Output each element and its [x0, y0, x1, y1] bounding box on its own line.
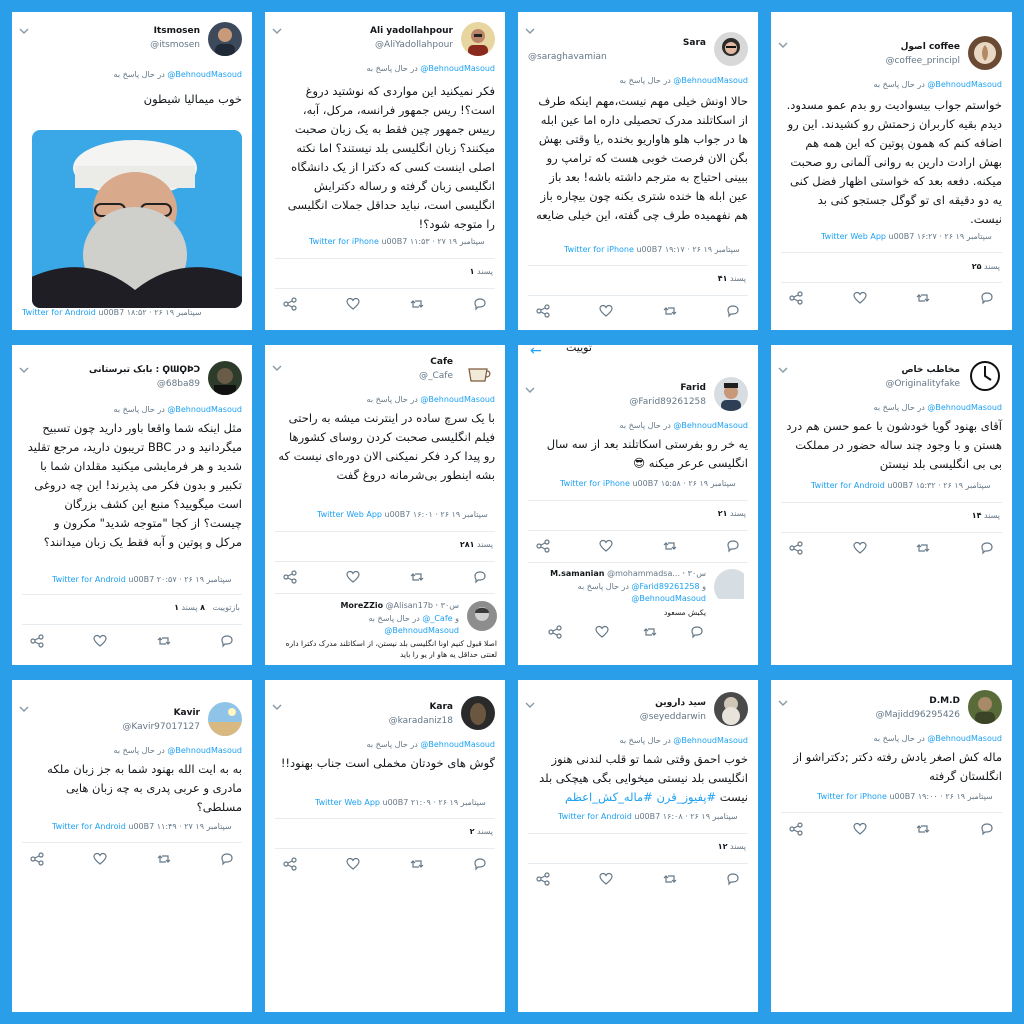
tweet-date: ۱۵:۵۸ · ۲۶ سپتامبر ۱۹: [660, 479, 736, 488]
avatar[interactable]: [461, 22, 495, 56]
tweet-date: ۱۶:۰۱ · ۲۶ سپتامبر ۱۹: [412, 510, 488, 519]
avatar[interactable]: [714, 377, 748, 411]
replying-to: در حال پاسخ به @BehnoudMasoud: [873, 734, 1002, 743]
topbar-title: توییت: [566, 345, 592, 354]
hashtag-link[interactable]: #پفیوز_قرن #ماله_کش_اعظم: [565, 790, 717, 804]
avatar[interactable]: [968, 690, 1002, 724]
tweet-date: ۲۰:۵۷ · ۲۶ سپتامبر ۱۹: [156, 575, 232, 584]
tweet-actions: [283, 857, 487, 871]
tweet-source[interactable]: Twitter for iPhone: [560, 479, 630, 488]
tweet-card-farid[interactable]: [518, 345, 758, 665]
retweet-icon[interactable]: [157, 852, 171, 866]
tweet-text: مثل اینکه شما واقعا باور دارید چون تسبیح میگردانید و در BBC تریبون دارید، مرجع تقلید شدید و هر فرمایشی میکنید مقلدان شما با تکبیر و بدون فکر می پذیرند! این چه دروغی است میگویید؟ منبع این کشف بزرگان چیست؟ از کجا "متوجه شدید" مکرون و مرکل و پوتین و آبه فقط یک زبان میدانند؟: [27, 421, 242, 549]
divider: [22, 624, 242, 625]
tweet-meta: Twitter for Android u00B7 ۱۶:۰۸ · ۲۶ سپتامبر ۱۹: [558, 812, 738, 821]
tweet-actions: [536, 872, 740, 886]
user-name[interactable]: D.M.D: [929, 696, 960, 706]
tweet-text: ماله کش اصغر یادش رفته دکتر ;دکتراشو از انگلستان گرفته: [793, 750, 1002, 783]
mention-link[interactable]: @BehnoudMasoud: [927, 403, 1002, 412]
nested-reply-actions: [548, 625, 704, 637]
avatar[interactable]: [714, 32, 748, 66]
chevron-down-icon[interactable]: [525, 700, 535, 710]
chevron-down-icon[interactable]: [525, 26, 535, 36]
user-name[interactable]: سید داروین: [655, 698, 706, 708]
tweet-card-itsmosen[interactable]: [12, 12, 252, 330]
tweet-date: ۱۱:۵۳ · ۲۷ سپتامبر ۱۹: [409, 237, 485, 246]
user-name[interactable]: Cafe: [430, 357, 453, 367]
tweet-card-kavir[interactable]: [12, 680, 252, 1012]
avatar[interactable]: [208, 361, 242, 395]
tweet-card-cafe[interactable]: [265, 345, 505, 665]
divider: [528, 863, 748, 864]
user-name[interactable]: Itsmosen: [153, 26, 200, 36]
back-arrow-icon[interactable]: ←: [530, 345, 542, 359]
tweet-source[interactable]: Twitter Web App: [317, 510, 382, 519]
tweet-source[interactable]: Twitter for Android: [811, 481, 885, 490]
divider: [275, 288, 495, 289]
retweet-icon[interactable]: [916, 541, 930, 555]
reply-icon[interactable]: [473, 297, 487, 311]
user-handle[interactable]: @AliYadollahpour: [375, 40, 453, 50]
replying-to: در حال پاسخ به @BehnoudMasoud: [619, 421, 748, 430]
user-handle[interactable]: @_Cafe: [418, 371, 453, 381]
tweet-source[interactable]: Twitter for Android: [558, 812, 632, 821]
likes-count[interactable]: ۱۲ پسند: [717, 842, 746, 851]
tweet-card-originalityfake[interactable]: [771, 345, 1012, 665]
divider: [275, 848, 495, 849]
replying-to: در حال پاسخ به @BehnoudMasoud: [619, 736, 748, 745]
mention-link[interactable]: @BehnoudMasoud: [420, 740, 495, 749]
like-icon[interactable]: [853, 541, 867, 555]
mention-link[interactable]: @BehnoudMasoud: [927, 734, 1002, 743]
replying-to: در حال پاسخ به @BehnoudMasoud: [366, 64, 495, 73]
divider: [275, 258, 495, 259]
tweet-date: ۲۱:۰۹ · ۲۶ سپتامبر ۱۹: [410, 798, 486, 807]
reply-icon[interactable]: [726, 539, 740, 553]
tweet-text: حالا اونش خیلی مهم نیست،مهم اینکه طرف از اسکاتلند مدرک تحصیلی داره اما عین ابله ها در جواب هلو هاواریو بخنده ,یا وقتی بهش بگن الان فرصت خوبی هست که ترامپ رو ببینی احتیاج به مترجم داشته باشه! بعد باز عین ابله ها خنده شتری بکنه چون بیچاره باز هم نفهمیده طرف چی گفته، این خیلی ضایعه: [536, 94, 748, 222]
retweet-icon[interactable]: [410, 570, 424, 584]
tweet-source[interactable]: Twitter for Android: [52, 575, 126, 584]
share-icon[interactable]: [536, 872, 550, 886]
replying-to: در حال پاسخ به @BehnoudMasoud: [366, 740, 495, 749]
avatar[interactable]: [968, 359, 1002, 393]
tweet-actions: [30, 634, 234, 648]
share-icon[interactable]: [789, 822, 803, 836]
tweet-date: ۱۹:۰۰ · ۲۶ سپتامبر ۱۹: [917, 792, 993, 801]
user-name[interactable]: اصول coffee: [900, 42, 960, 52]
like-icon[interactable]: [93, 852, 107, 866]
tweet-stats[interactable]: ۱ بازتوییت ۸ پسند: [174, 603, 240, 612]
tweet-text: با یک سرچ ساده در اینترنت میشه به راحتی فیلم انگلیسی صحبت کردن روسای کشورها رو پیدا کرد فکر نمیکنی الان دوره‌ای نیست که بشه اینطور بی‌شرمانه دروغ گفت: [278, 411, 495, 482]
reply-icon[interactable]: [220, 852, 234, 866]
tweet-text: خوب احمق وقتی شما تو قلب لندنی هنوز انگلیسی بلد نیستی میخوایی بگی هیچکی بلد نیست #پفیوز_قرن #ماله_کش_اعظم: [539, 752, 748, 804]
share-icon[interactable]: [30, 634, 44, 648]
tweet-meta: Twitter for Android u00B7 ۱۵:۳۲ · ۲۶ سپتامبر ۱۹: [811, 481, 991, 490]
tweet-source[interactable]: Twitter for iPhone: [564, 245, 634, 254]
divider: [781, 502, 1002, 503]
avatar[interactable]: [461, 355, 495, 389]
reply-text: اصلا قبول کنیم اونا انگلیسی بلد نیستن، از اسکاتلند مدرک دکترا داره لعنتی حداقل یه هاو ار یو را باید: [285, 639, 497, 659]
like-icon[interactable]: [346, 570, 360, 584]
tweet-date: ۱۶:۲۷ · ۲۶ سپتامبر ۱۹: [916, 232, 992, 241]
like-icon[interactable]: [599, 539, 613, 553]
divider: [528, 562, 748, 563]
tweet-meta: Twitter for iPhone u00B7 ۱۹:۱۷ · ۲۶ سپتامبر ۱۹: [564, 245, 740, 254]
replying-to: در حال پاسخ به @BehnoudMasoud: [873, 403, 1002, 412]
like-icon[interactable]: [346, 297, 360, 311]
avatar[interactable]: [714, 569, 750, 605]
replying-to: در حال پاسخ به @Farid89261258 و: [577, 582, 706, 591]
like-icon[interactable]: [599, 304, 613, 318]
mention-link[interactable]: @BehnoudMasoud: [673, 76, 748, 85]
user-handle[interactable]: @saraghavamian: [528, 52, 607, 62]
share-icon[interactable]: [30, 852, 44, 866]
divider: [528, 500, 748, 501]
mention-link[interactable]: @BehnoudMasoud: [384, 626, 459, 635]
divider: [22, 594, 242, 595]
retweet-icon[interactable]: [663, 872, 677, 886]
chevron-down-icon[interactable]: [19, 704, 29, 714]
tweet-date: ۱۹:۱۷ · ۲۶ سپتامبر ۱۹: [664, 245, 740, 254]
reply-author[interactable]: MoreZZio @Alisan17b · ۳۰س: [340, 601, 459, 610]
tweet-meta: Twitter for iPhone u00B7 ۱۱:۵۳ · ۲۷ سپتامبر ۱۹: [309, 237, 485, 246]
tweet-card-coffee[interactable]: [771, 12, 1012, 330]
retweet-icon[interactable]: [410, 857, 424, 871]
divider: [275, 593, 495, 594]
divider: [275, 818, 495, 819]
tweet-date: ۱۱:۴۹ · ۲۷ سپتامبر ۱۹: [156, 822, 232, 831]
retweet-icon[interactable]: [410, 297, 424, 311]
chevron-down-icon[interactable]: [778, 698, 788, 708]
user-handle[interactable]: @coffee_principl: [885, 56, 960, 66]
user-handle[interactable]: @Kavir97017127: [122, 722, 200, 732]
divider: [528, 295, 748, 296]
user-handle[interactable]: @itsmosen: [150, 40, 200, 50]
user-handle[interactable]: @seyeddarwin: [639, 712, 706, 722]
avatar[interactable]: [467, 601, 497, 631]
user-name[interactable]: Sara: [682, 38, 706, 48]
reply-icon[interactable]: [473, 857, 487, 871]
user-name[interactable]: مخاطب خاص: [901, 365, 960, 375]
tweet-text: خواستم جواب بیسوادیت رو بدم عمو مسدود. دیدم بقیه کاربران زحمتش رو کشیدند. این رو اضافه کنم که همون پوتین که این همه هم بهش ارادت دارین به روانی آلمانی رو صحبت میکنه. دفعه بعد که خواستی اظهار فضل کنی یه دو دقیقه ای تو گوگل جستجو کنی بد نیست.: [786, 98, 1002, 226]
user-handle[interactable]: @Majidd96295426: [875, 710, 960, 720]
tweet-card-dmd[interactable]: [771, 680, 1012, 1012]
replying-to: در حال پاسخ به @_Cafe و: [368, 614, 459, 623]
user-handle[interactable]: @Farid89261258: [629, 397, 706, 407]
replying-to: در حال پاسخ به @BehnoudMasoud: [113, 405, 242, 414]
tweet-source[interactable]: Twitter for Android: [22, 308, 96, 317]
divider: [275, 531, 495, 532]
tweet-meta: Twitter Web App u00B7 ۲۱:۰۹ · ۲۶ سپتامبر ۱۹: [315, 798, 486, 807]
mention-link[interactable]: @BehnoudMasoud: [167, 70, 242, 79]
tweet-actions: [283, 570, 487, 584]
tweet-meta: Twitter for Android u00B7 ۱۸:۵۲ · ۲۶ سپتامبر ۱۹: [22, 308, 202, 317]
reply-author[interactable]: M.samanian @mohammadsa... · ۳۰س: [550, 569, 706, 578]
tweet-card-seyeddarwin[interactable]: [518, 680, 758, 1012]
tweet-card-babak[interactable]: [12, 345, 252, 665]
tweet-meta: Twitter for Android u00B7 ۲۰:۵۷ · ۲۶ سپتامبر ۱۹: [52, 575, 232, 584]
chevron-down-icon[interactable]: [778, 365, 788, 375]
replying-to: در حال پاسخ به @BehnoudMasoud: [366, 395, 495, 404]
user-handle[interactable]: @68ba89: [156, 379, 200, 389]
share-icon[interactable]: [536, 539, 550, 553]
tweet-source[interactable]: Twitter Web App: [315, 798, 380, 807]
tweet-source[interactable]: Twitter for Android: [52, 822, 126, 831]
likes-count[interactable]: ۲۸۱ پسند: [459, 540, 493, 549]
share-icon[interactable]: [283, 857, 297, 871]
share-icon[interactable]: [283, 570, 297, 584]
tweet-meta: Twitter for iPhone u00B7 ۱۹:۰۰ · ۲۶ سپتامبر ۱۹: [817, 792, 993, 801]
chevron-down-icon[interactable]: [778, 40, 788, 50]
tweet-photo[interactable]: [32, 130, 242, 308]
emoji-sunglasses-icon: 😎: [633, 456, 646, 470]
mention-link[interactable]: @BehnoudMasoud: [673, 421, 748, 430]
tweet-text: فکر نمیکنید این مواردی که نوشتید دروغ است؟! ریس جمهور فرانسه، مرکل، آبه، رییس جمهور چین فقط به یک زبان صحبت میکنند؟ زبان انگلیسی بلد نیستند؟ اما نکته اصلی اینست کسی که دکترا از یک دانشگاه انگلیسی زبان گرفته و رساله دکترایش انگلیسی است، نباید حداقل جملات انگلیسی را متوجه شود؟!: [287, 84, 495, 231]
reply-icon[interactable]: [980, 822, 994, 836]
divider: [275, 561, 495, 562]
tweet-meta: Twitter Web App u00B7 ۱۶:۰۱ · ۲۶ سپتامبر ۱۹: [317, 510, 488, 519]
mention-link[interactable]: @BehnoudMasoud: [167, 405, 242, 414]
avatar[interactable]: [461, 696, 495, 730]
likes-count[interactable]: ۲۱ پسند: [717, 509, 746, 518]
user-name[interactable]: Kavir: [173, 708, 200, 718]
mention-link[interactable]: @BehnoudMasoud: [420, 64, 495, 73]
likes-count[interactable]: ۴۱ پسند: [717, 274, 746, 283]
nested-reply[interactable]: [273, 601, 497, 661]
topbar: [518, 345, 758, 357]
like-icon[interactable]: [346, 857, 360, 871]
avatar[interactable]: [208, 22, 242, 56]
like-icon[interactable]: [853, 291, 867, 305]
tweet-meta: Twitter for Android u00B7 ۱۱:۴۹ · ۲۷ سپتامبر ۱۹: [52, 822, 232, 831]
tweet-actions: [789, 822, 994, 836]
share-icon[interactable]: [536, 304, 550, 318]
like-icon[interactable]: [93, 634, 107, 648]
tweet-actions: [536, 539, 740, 553]
tweet-actions: [30, 852, 234, 866]
retweet-icon[interactable]: [916, 291, 930, 305]
chevron-down-icon[interactable]: [525, 385, 535, 395]
mention-link[interactable]: @BehnoudMasoud: [631, 594, 706, 603]
nested-reply[interactable]: [526, 569, 750, 659]
user-handle[interactable]: @Originalityfake: [885, 379, 960, 389]
user-name[interactable]: Farid: [680, 383, 706, 393]
replying-to: در حال پاسخ به @BehnoudMasoud: [619, 76, 748, 85]
tweet-source[interactable]: Twitter for iPhone: [309, 237, 379, 246]
tweet-date: ۱۵:۳۲ · ۲۶ سپتامبر ۱۹: [915, 481, 991, 490]
reply-icon[interactable]: [220, 634, 234, 648]
chevron-down-icon[interactable]: [272, 702, 282, 712]
user-name[interactable]: Ali yadollahpour: [370, 26, 453, 36]
retweet-icon[interactable]: [643, 625, 657, 639]
divider: [781, 282, 1002, 283]
mention-link[interactable]: @BehnoudMasoud: [420, 395, 495, 404]
tweet-text: گوش های خودتان مخملی است جناب بهنود!!: [280, 756, 495, 770]
avatar[interactable]: [968, 36, 1002, 70]
tweet-text: به به ایت الله بهنود شما به جز زبان ملکه مادری و عربی پدری به چه زبان هایی مسلطی؟: [47, 762, 242, 814]
tweet-card-ali-yadollahpour[interactable]: [265, 12, 505, 330]
reply-text: یکبش مسعود: [664, 608, 706, 617]
tweet-meta: Twitter Web App u00B7 ۱۶:۲۷ · ۲۶ سپتامبر ۱۹: [821, 232, 992, 241]
tweet-actions: [536, 304, 740, 318]
share-icon[interactable]: [789, 291, 803, 305]
tweet-actions: [789, 291, 994, 305]
share-icon[interactable]: [789, 541, 803, 555]
chevron-down-icon[interactable]: [19, 26, 29, 36]
reply-icon[interactable]: [980, 541, 994, 555]
divider: [22, 842, 242, 843]
tweet-card-sara[interactable]: [518, 12, 758, 330]
tweet-date: ۱۶:۰۸ · ۲۶ سپتامبر ۱۹: [662, 812, 738, 821]
tweet-text: آقای بهنود گویا خودشون با عمو حسن هم درد هستن و با وجود چند ساله حضور در مملکت بی بی انگلیسی بلد نیستن: [786, 419, 1002, 471]
tweet-actions: [789, 541, 994, 555]
user-name[interactable]: Kara: [429, 702, 453, 712]
chevron-down-icon[interactable]: [19, 365, 29, 375]
share-icon[interactable]: [283, 297, 297, 311]
divider: [781, 252, 1002, 253]
divider: [781, 812, 1002, 813]
tweet-text: خوب میمالیا شیطون: [143, 92, 242, 106]
avatar[interactable]: [714, 692, 748, 726]
likes-count[interactable]: ۱ پسند: [469, 267, 493, 276]
retweet-icon[interactable]: [157, 634, 171, 648]
divider: [528, 833, 748, 834]
like-icon[interactable]: [595, 625, 609, 639]
tweet-source[interactable]: Twitter for iPhone: [817, 792, 887, 801]
retweet-icon[interactable]: [663, 304, 677, 318]
replying-to: در حال پاسخ به @BehnoudMasoud: [873, 80, 1002, 89]
replying-to: در حال پاسخ به @BehnoudMasoud: [113, 746, 242, 755]
avatar[interactable]: [208, 702, 242, 736]
divider: [528, 265, 748, 266]
mention-link[interactable]: @BehnoudMasoud: [927, 80, 1002, 89]
tweet-meta: Twitter for iPhone u00B7 ۱۵:۵۸ · ۲۶ سپتامبر ۱۹: [560, 479, 736, 488]
retweet-icon[interactable]: [663, 539, 677, 553]
tweet-source[interactable]: Twitter Web App: [821, 232, 886, 241]
share-icon[interactable]: [548, 625, 562, 639]
retweet-icon[interactable]: [916, 822, 930, 836]
tweet-text: یه خر رو بفرستی اسکاتلند بعد از سه سال انگلیسی عرعر میکنه 😎: [546, 437, 748, 470]
divider: [781, 532, 1002, 533]
tweet-card-kara[interactable]: [265, 680, 505, 1012]
reply-icon[interactable]: [726, 304, 740, 318]
replying-to: در حال پاسخ به @BehnoudMasoud: [113, 70, 242, 79]
likes-count[interactable]: ۱۴ پسند: [971, 511, 1000, 520]
user-handle[interactable]: @karadaniz18: [388, 716, 453, 726]
reply-icon[interactable]: [690, 625, 704, 639]
reply-icon[interactable]: [726, 872, 740, 886]
like-icon[interactable]: [853, 822, 867, 836]
user-name[interactable]: بابک تبرستانی : ϘƜϘϷϽ: [88, 365, 200, 375]
like-icon[interactable]: [599, 872, 613, 886]
reply-icon[interactable]: [980, 291, 994, 305]
likes-count[interactable]: ۲۵ پسند: [971, 262, 1000, 271]
tweet-actions: [283, 297, 487, 311]
divider: [528, 530, 748, 531]
tweet-date: ۱۸:۵۲ · ۲۶ سپتامبر ۱۹: [126, 308, 202, 317]
mention-link[interactable]: @BehnoudMasoud: [673, 736, 748, 745]
chevron-down-icon[interactable]: [272, 26, 282, 36]
chevron-down-icon[interactable]: [272, 363, 282, 373]
likes-count[interactable]: ۲ پسند: [469, 827, 493, 836]
reply-icon[interactable]: [473, 570, 487, 584]
mention-link[interactable]: @BehnoudMasoud: [167, 746, 242, 755]
